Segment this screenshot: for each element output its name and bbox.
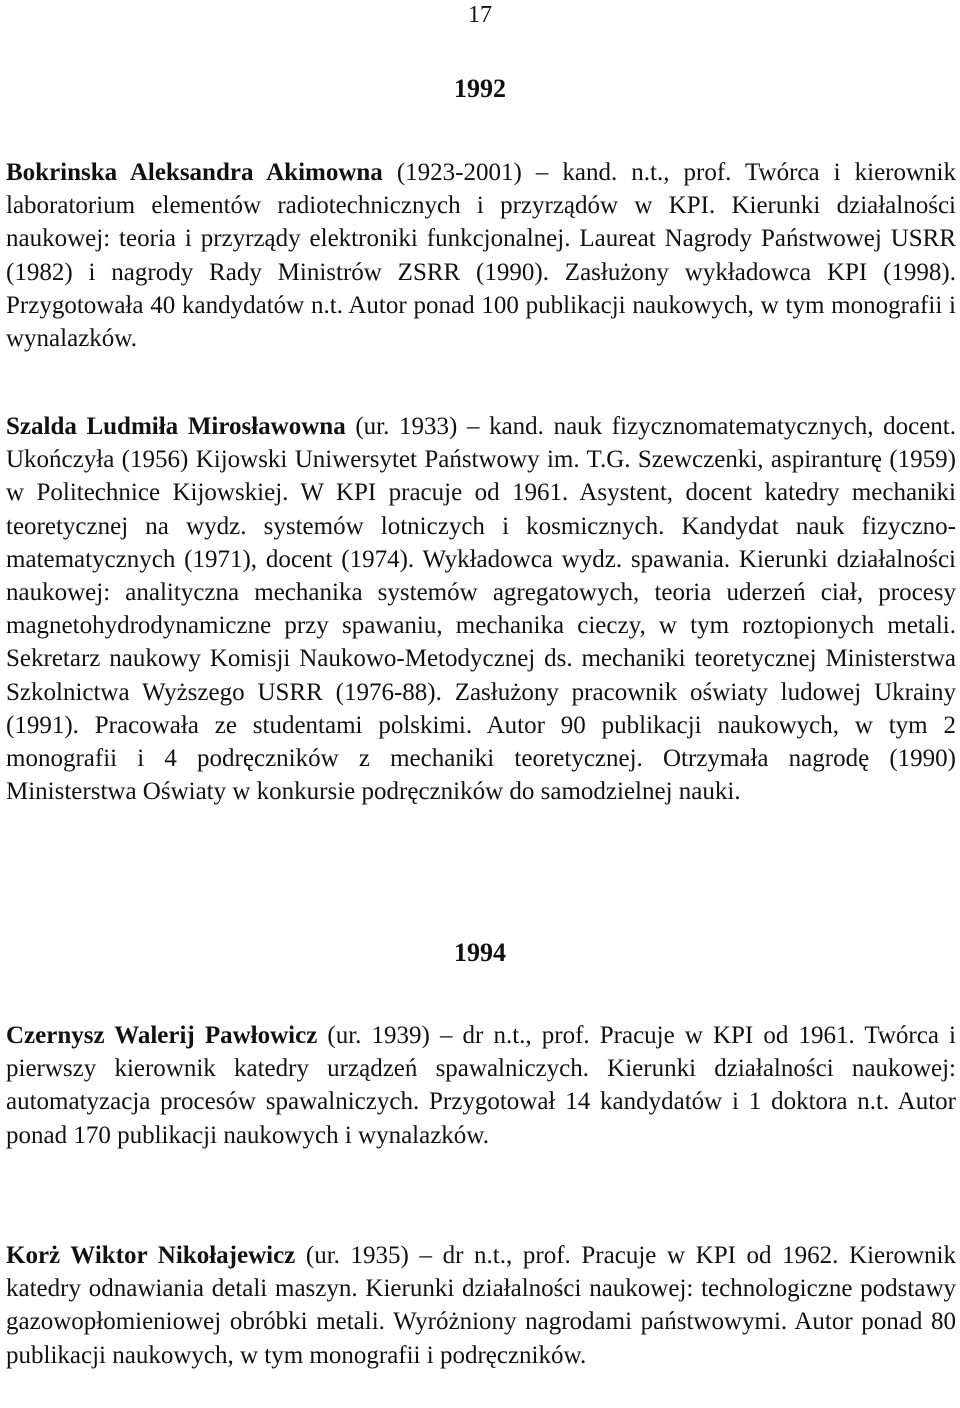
biography-entry xyxy=(6,1019,956,1152)
entry-text: (ur. 1939) – dr n.t., prof. Pracuje w KPI od 1961. Twórca i pierwszy kierownik katedry urządzeń spawalniczych. Kierunki działalności naukowej: automatyzacja procesów spawalniczych. Przygotował 14 kandydatów i 1 doktora n.t. Autor ponad 170 publikacji naukowych i wynalazków. xyxy=(6,1022,956,1149)
biography-entry xyxy=(6,410,956,808)
biography-entry xyxy=(6,1239,956,1372)
biography-entry xyxy=(6,156,956,355)
section-year: 1992 xyxy=(454,74,506,103)
entry-text: (ur. 1935) – dr n.t., prof. Pracuje w KPI od 1962. Kierownik katedry odnawiania detali maszyn. Kierunki działalności naukowej: technologiczne podstawy gazowopłomieniowej obróbki metali. Wyróżniony nagrodami państwowymi. Autor ponad 80 publikacji naukowych, w tym monografii i podręczników. xyxy=(6,1242,956,1369)
person-name: Bokrinska Aleksandra Akimowna xyxy=(6,159,383,186)
section-year: 1994 xyxy=(454,938,506,967)
entry-text: (1923-2001) – kand. n.t., prof. Twórca i kierownik laboratorium elementów radiotechnicznych i przyrządów w KPI. Kierunki działalności naukowej: teoria i przyrządy elektroniki funkcjonalnej. Laureat Nagrody Państwowej USRR (1982) i nagrody Rady Ministrów ZSRR (1990). Zasłużony wykładowca KPI (1998). Przygotowała 40 kandydatów n.t. Autor ponad 100 publikacji naukowych, w tym monografii i wynalazków. xyxy=(6,159,956,353)
person-name: Szalda Ludmiła Mirosławowna xyxy=(6,413,346,440)
person-name: Korż Wiktor Nikołajewicz xyxy=(6,1242,296,1269)
entry-text: (ur. 1933) – kand. nauk fizycznomatematycznych, docent. Ukończyła (1956) Kijowski Uniwersytet Państwowy im. T.G. Szewczenki, aspiranturę (1959) w Politechnice Kijowskiej. W KPI pracuje od 1961. Asystent, docent katedry mechaniki teoretycznej na wydz. systemów lotniczych i kosmicznych. Kandydat nauk fizyczno-matematycznych (1971), docent (1974). Wykładowca wydz. spawania. Kierunki działalności naukowej: analityczna mechanika systemów agregatowych, teoria uderzeń ciał, procesy magnetohydrodynamiczne przy spawaniu, mechanika cieczy, w tym roztopionych metali. Sekretarz naukowy Komisji Naukowo-Metodycznej ds. mechaniki teoretycznej Ministerstwa Szkolnictwa Wyższego USRR (1976-88). Zasłużony pracownik oświaty ludowej Ukrainy (1991). Pracowała ze studentami polskimi. Autor 90 publikacji naukowych, w tym 2 monografii i 4 podręczników z mechaniki teoretycznej. Otrzymała nagrodę (1990) Ministerstwa Oświaty w konkursie podręczników do samodzielnej nauki. xyxy=(6,413,956,806)
page-number: 17 xyxy=(468,2,492,28)
person-name: Czernysz Walerij Pawłowicz xyxy=(6,1022,318,1049)
